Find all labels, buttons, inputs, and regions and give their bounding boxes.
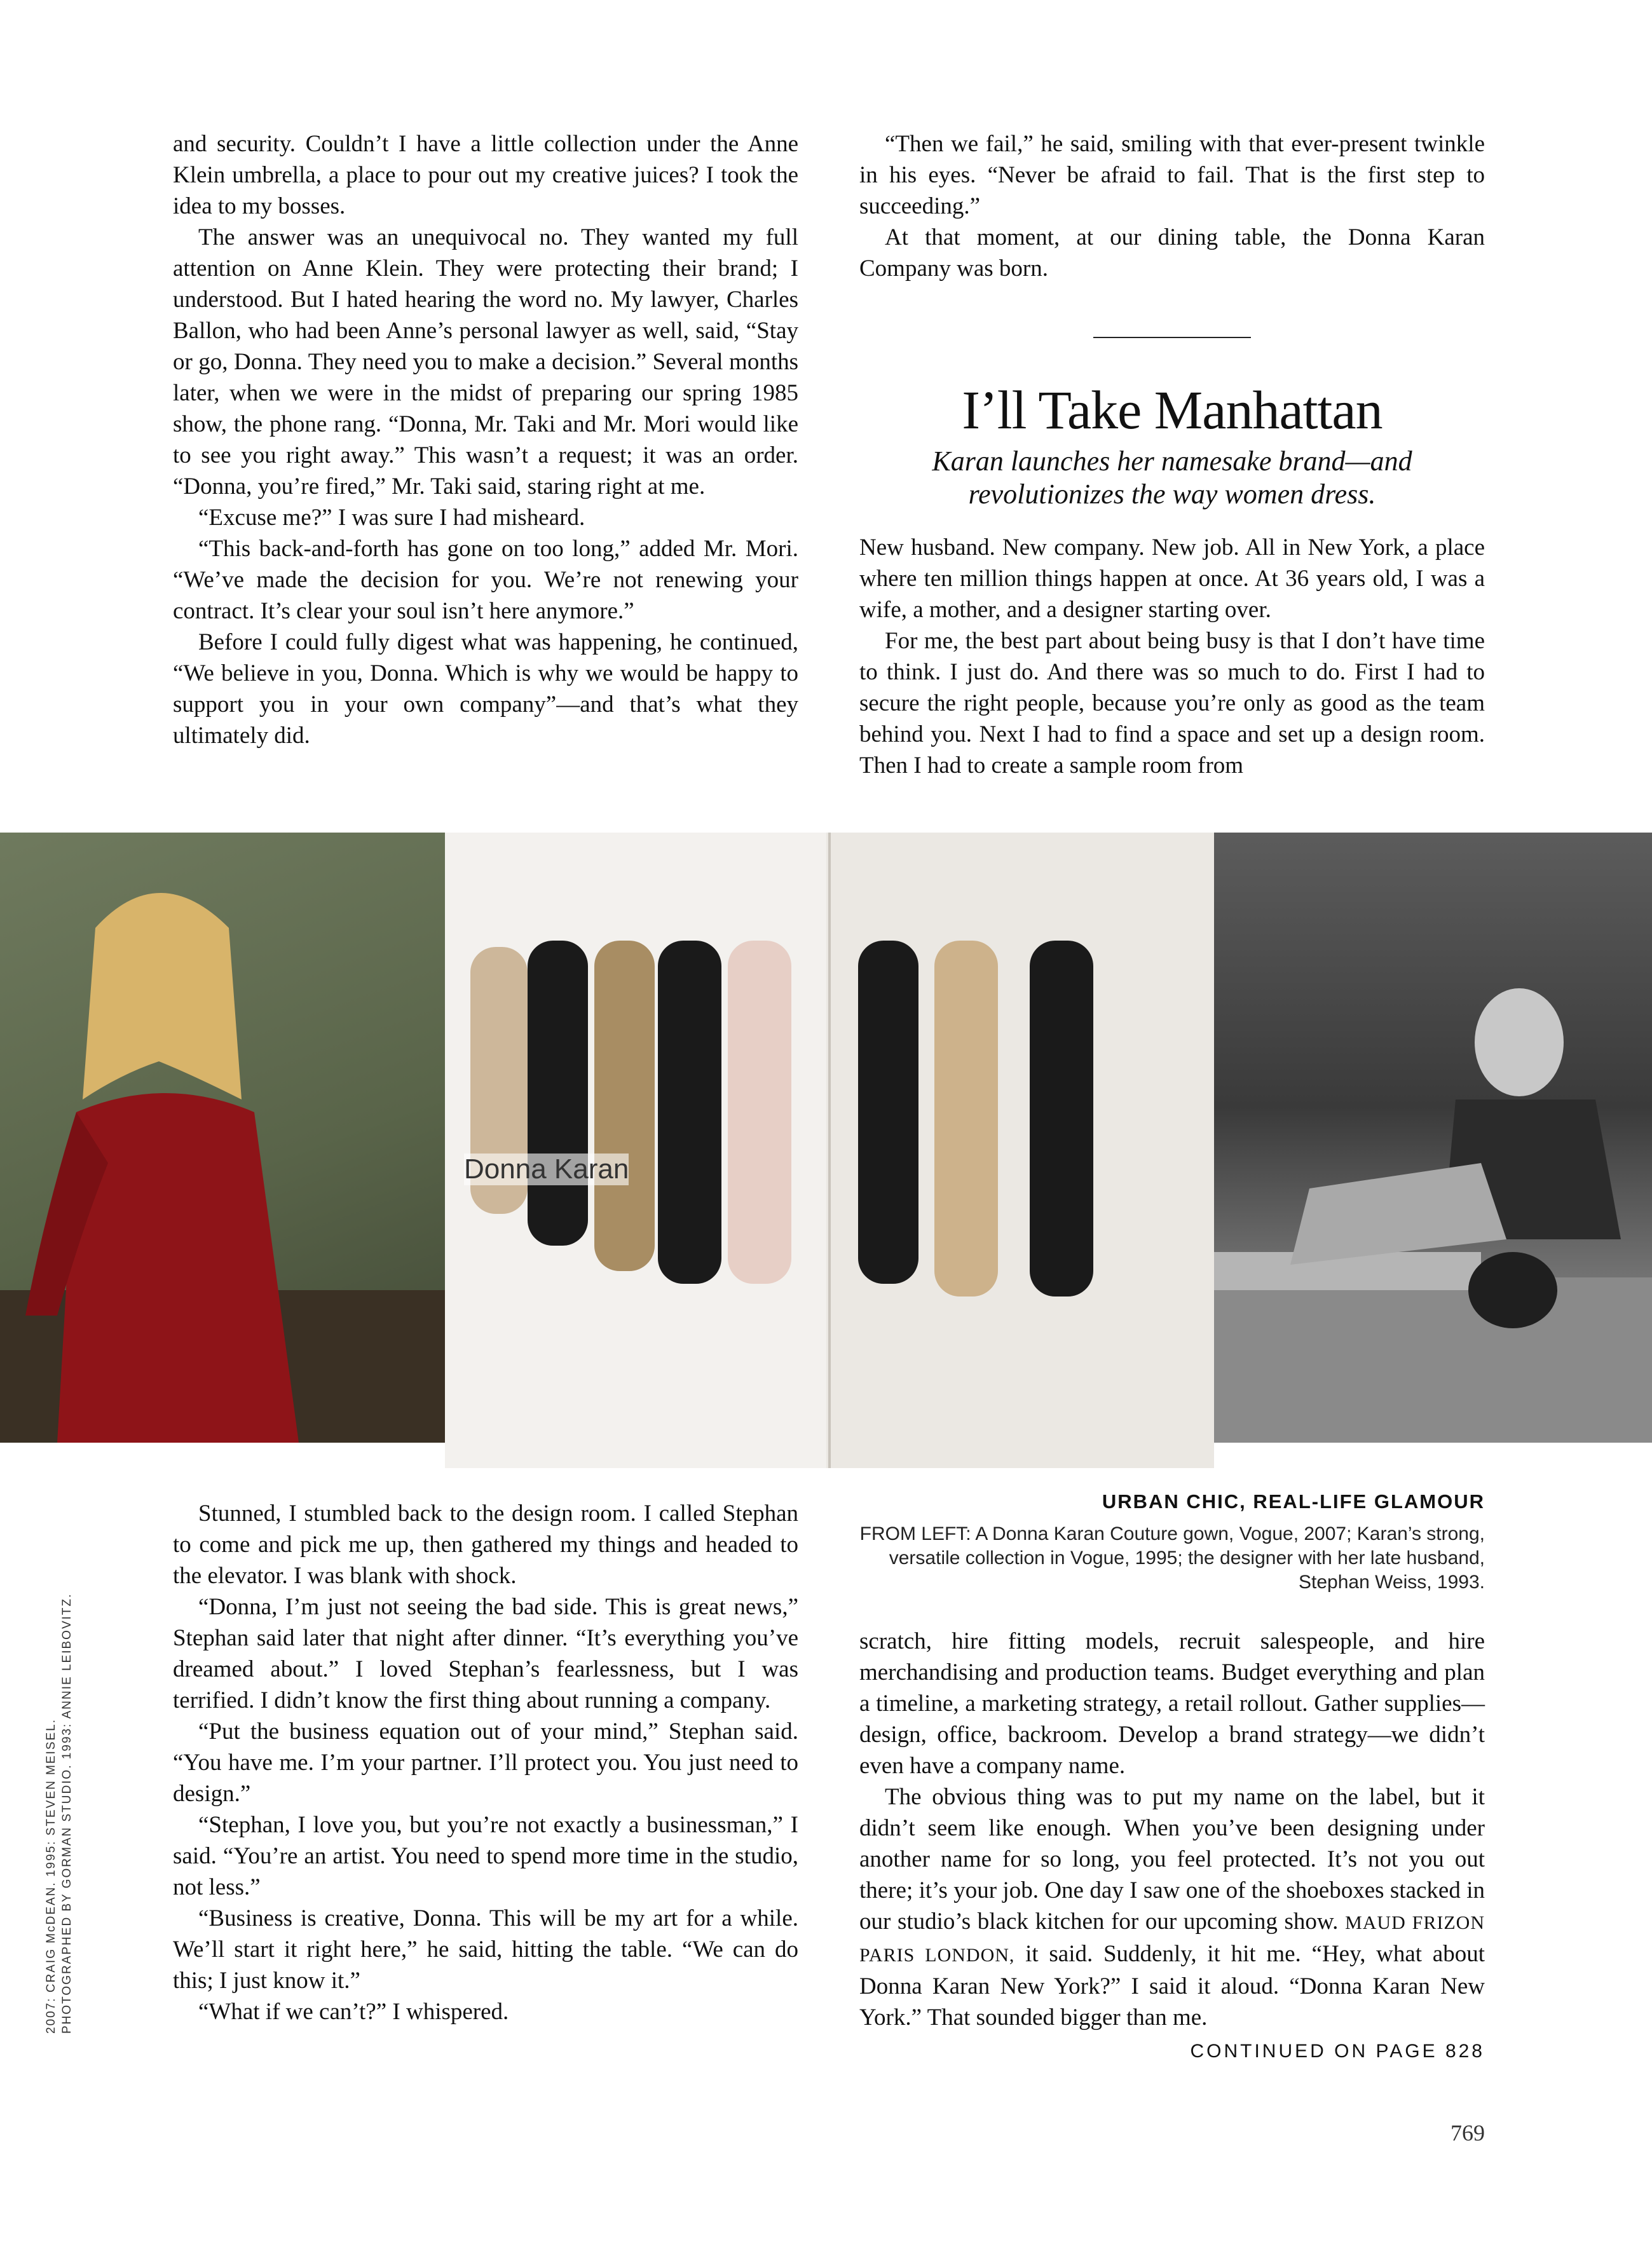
photo-strip	[0, 833, 1652, 1468]
paragraph: Before I could fully digest what was happening, he continued, “We believe in you, Donna. Which is why we would be happy to support you in your own company”—and that’s what they ultimately did.	[173, 629, 798, 749]
caption-text: A Donna Karan Couture gown, Vogue, 2007; Karan’s strong, versatile collection in Vogue, 1995; the designer with her late husband, Stephan Weiss, 1993.	[889, 1523, 1485, 1593]
shoebox-label-text: MAUD FRIZON PARIS LONDON,	[859, 1912, 1485, 1966]
paragraph	[859, 1781, 1485, 2062]
paragraph: “Stephan, I love you, but you’re not exactly a businessman,” I said. “You’re an artist. You need to spend more time in the studio, not less.”	[173, 1812, 798, 1900]
paragraph: “What if we can’t?” I whispered.	[198, 1999, 509, 2025]
red-gown-figure-illustration	[0, 833, 445, 1443]
vogue-spread-models-illustration	[445, 833, 1214, 1468]
paragraph: scratch, hire fitting models, recruit salespeople, and hire merchandising and production teams. Budget everything and plan a timeline, a marketing strategy, a retail rollout. Gather supplies—design, office, backroom. Develop a brand strategy—we didn’t even have a company name.	[859, 1628, 1485, 1779]
credit-line: 2007: CRAIG McDEAN. 1995: STEVEN MEISEL.	[44, 1718, 58, 2034]
paragraph: For me, the best part about being busy is that I don’t have time to think. I just do. And there was so much to do. First I had to secure the right people, because you’re only as good as the team behind you. Next I had to find a space and set up a design room. Then I had to create a sample room from	[859, 628, 1485, 779]
spread-title: Donna Karan	[464, 1154, 629, 1185]
photo-bw-couple-pool	[1214, 833, 1652, 1443]
section-divider	[1093, 337, 1251, 338]
section-dek: Karan launches her namesake brand—and revolutionizes the way women dress.	[932, 446, 1412, 510]
paragraph: “Business is creative, Donna. This will be my art for a while. We’ll start it right here,” he said, hitting the table. “We can do this; I just know it.”	[173, 1905, 798, 1994]
paragraph-text: it said. Suddenly, it hit me. “Hey, what about Donna Karan New York?” I said it aloud. “Donna Karan New York.” That sounded bigger than me.	[859, 1941, 1485, 2031]
caption-body	[859, 1522, 1485, 1595]
caption-from-left: FROM LEFT:	[859, 1523, 971, 1544]
paragraph: The answer was an unequivocal no. They wanted my full attention on Anne Klein. They were protecting their brand; I understood. But I hated hearing the word no. My lawyer, Charles Ballon, who had been Anne’s personal lawyer as well, said, “Stay or go, Donna. They need you to make a decision.” Several months later, when we were in the midst of preparing our spring 1985 show, the phone rang. “Donna, Mr. Taki and Mr. Mori would like to see you right away.” This wasn’t a request; it was an order. “Donna, you’re fired,” Mr. Taki said, staring right at me.	[173, 224, 798, 500]
caption-title: URBAN CHIC, REAL-LIFE GLAMOUR	[1102, 1490, 1485, 1513]
paragraph-text: The obvious thing was to put my name on the label, but it didn’t seem like enough. When you’ve been designing under another name for so long, you feel protected. It’s not you out there; it’s your job. One day I saw one of the shoeboxes stacked in our studio’s black kitchen for our upcoming show.	[859, 1784, 1485, 1935]
paragraph: Stunned, I stumbled back to the design room. I called Stephan to come and pick me up, then gathered my things and headed to the elevator. I was blank with shock.	[173, 1501, 798, 1589]
couple-pool-illustration	[1214, 833, 1652, 1443]
credit-line: PHOTOGRAPHED BY GORMAN STUDIO. 1993: ANNIE LEIBOVITZ.	[60, 1593, 74, 2034]
paragraph: and security. Couldn’t I have a little collection under the Anne Klein umbrella, a place to pour out my creative juices? I took the idea to my bosses.	[173, 131, 798, 219]
photo-red-couture-gown	[0, 833, 445, 1443]
article-column-bottom-left	[173, 1498, 798, 2027]
paragraph: “Put the business equation out of your mind,” Stephan said. “You have me. I’m your partner. I’ll protect you. You just need to design.”	[173, 1719, 798, 1807]
paragraph: “Donna, I’m just not seeing the bad side. This is great news,” Stephan said later that night after dinner. “It’s everything you’ve dreamed about.” I loved Stephan’s fearlessness, but I was terrified. I didn’t know the first thing about running a company.	[173, 1594, 798, 1713]
photo-credit	[43, 1589, 75, 2034]
page-number: 769	[1451, 2120, 1485, 2146]
continued-note: CONTINUED ON PAGE 828	[1190, 2041, 1485, 2062]
photo-vogue-spread	[445, 833, 1214, 1468]
paragraph: “Then we fail,” he said, smiling with that ever-present twinkle in his eyes. “Never be afraid to fail. That is the first step to succeeding.”	[859, 131, 1485, 219]
article-column-bottom-right	[859, 1626, 1485, 2067]
article-column-section-body	[859, 532, 1485, 781]
paragraph: At that moment, at our dining table, the Donna Karan Company was born.	[859, 224, 1485, 282]
article-column-top-right	[859, 128, 1485, 284]
paragraph: New husband. New company. New job. All in New York, a place where ten million things happen at once. At 36 years old, I was a wife, a mother, and a designer starting over.	[859, 534, 1485, 623]
paragraph: “This back-and-forth has gone on too long,” added Mr. Mori. “We’ve made the decision for you. We’re not renewing your contract. It’s clear your soul isn’t here anymore.”	[173, 536, 798, 624]
article-column-top-left	[173, 128, 798, 751]
section-headline: I’ll Take Manhattan	[962, 379, 1382, 440]
paragraph: “Excuse me?” I was sure I had misheard.	[198, 505, 585, 531]
